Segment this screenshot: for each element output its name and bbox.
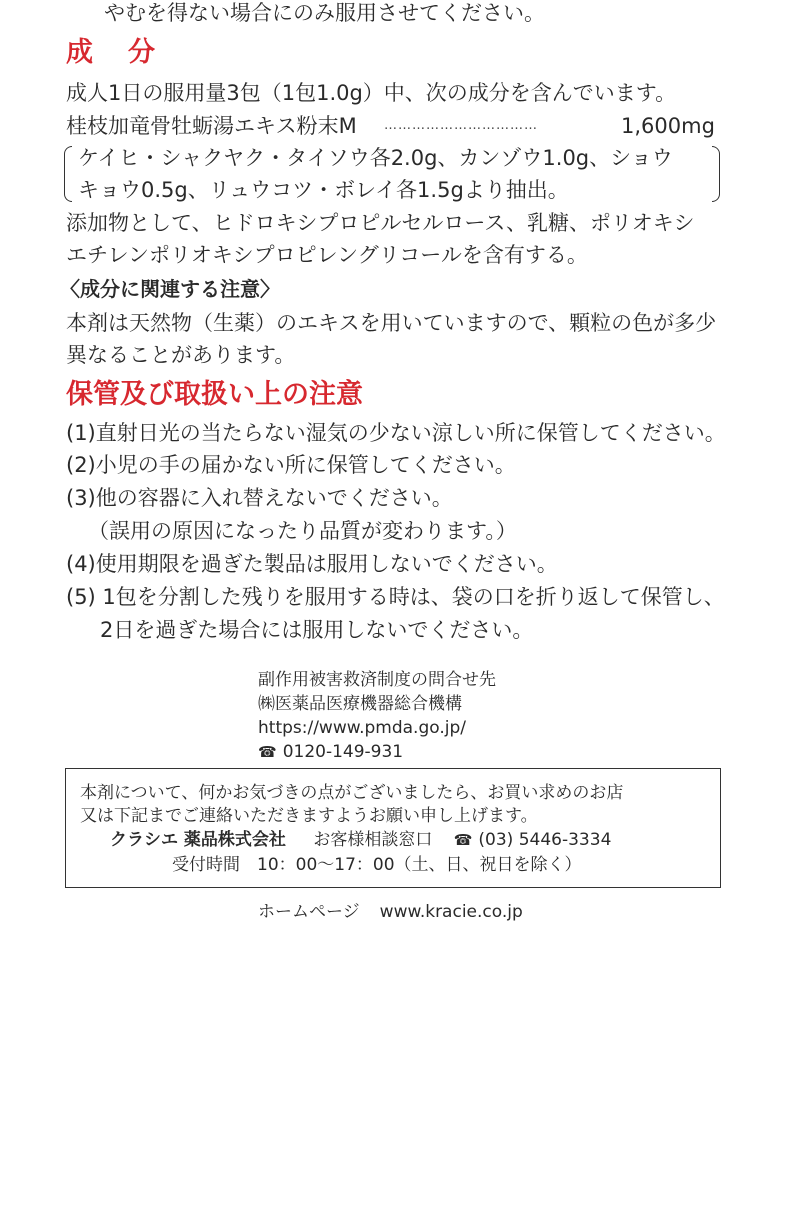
- bracket-right: [712, 146, 720, 202]
- support-desk-label: お客様相談窓口: [313, 830, 433, 850]
- company-contact-row: [110, 828, 611, 852]
- storage-heading: 保管及び取扱い上の注意: [66, 379, 363, 410]
- notice-line-2: 又は下記までご連絡いただきますようお願い申し上げます。: [80, 806, 538, 826]
- homepage-url[interactable]: www.kracie.co.jp: [379, 902, 523, 922]
- relief-title: 副作用被害救済制度の問合せ先: [258, 670, 496, 690]
- company-name: クラシエ 薬品株式会社: [110, 830, 286, 850]
- ingredients-heading: 成 分: [66, 37, 159, 68]
- support-hours: 受付時間 10：00～17：00（土、日、祝日を除く）: [172, 855, 582, 875]
- herb-list-line-2: キョウ0.5g、リュウコツ・ボレイ各1.5gより抽出。: [78, 178, 569, 202]
- storage-item-3: (3)他の容器に入れ替えないでください。: [66, 486, 453, 510]
- phone-icon: ☎: [258, 743, 277, 761]
- storage-item-4: (4)使用期限を過ぎた製品は服用しないでください。: [66, 552, 558, 576]
- phone-icon: ☎: [453, 831, 473, 849]
- customer-notice-box: [65, 768, 721, 888]
- ingredient-note-line-2: 異なることがあります。: [66, 343, 296, 367]
- relief-phone-row: [258, 740, 403, 764]
- relief-url[interactable]: https://www.pmda.go.jp/: [258, 718, 466, 738]
- main-ingredient-name: 桂枝加竜骨牡蛎湯エキス粉末M: [66, 114, 357, 138]
- relief-phone[interactable]: 0120-149-931: [282, 742, 404, 762]
- top-instruction: やむを得ない場合にのみ服用させてください。: [104, 1, 545, 25]
- relief-organization: ㈱医薬品医療機器総合機構: [258, 694, 462, 714]
- storage-item-3-note: （誤用の原因になったり品質が変わります。）: [88, 519, 517, 543]
- homepage-row: [258, 900, 523, 924]
- storage-item-5-cont: 2日を過ぎた場合には服用しないでください。: [100, 618, 534, 642]
- ingredient-note-line-1: 本剤は天然物（生薬）のエキスを用いていますので、顆粒の色が多少: [66, 311, 717, 335]
- additive-line-1: 添加物として、ヒドロキシプロピルセルロース、乳糖、ポリオキシ: [66, 211, 695, 235]
- notice-line-1: 本剤について、何かお気づきの点がございましたら、お買い求めのお店: [80, 783, 624, 803]
- main-ingredient-dots: ……………………………: [384, 118, 538, 133]
- additive-line-2: エチレンポリオキシプロピレングリコールを含有する。: [66, 243, 588, 267]
- herb-list-line-1: ケイヒ・シャクヤク・タイソウ各2.0g、カンゾウ1.0g、ショウ: [78, 146, 673, 170]
- ingredient-note-heading: 〈成分に関連する注意〉: [60, 277, 280, 301]
- storage-item-5: (5) 1包を分割した残りを服用する時は、袋の口を折り返して保管し、: [66, 585, 725, 609]
- storage-item-2: (2)小児の手の届かない所に保管してください。: [66, 453, 516, 477]
- homepage-label: ホームページ: [258, 902, 360, 922]
- support-phone[interactable]: (03) 5446-3334: [478, 830, 612, 850]
- storage-item-1: (1)直射日光の当たらない湿気の少ない涼しい所に保管してください。: [66, 421, 726, 445]
- main-ingredient-amount: 1,600mg: [621, 114, 715, 138]
- bracket-left: [64, 146, 72, 202]
- ingredients-intro: 成人1日の服用量3包（1包1.0g）中、次の成分を含んでいます。: [66, 81, 677, 105]
